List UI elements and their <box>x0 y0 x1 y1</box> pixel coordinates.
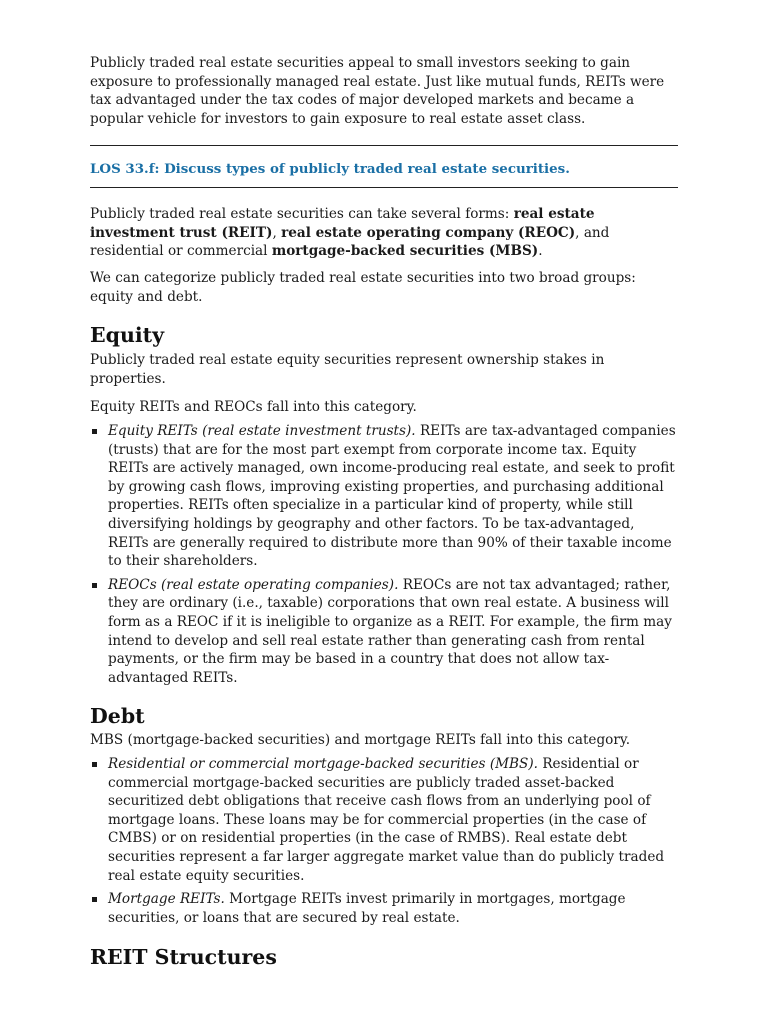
item-text: Mortgage REITs invest primarily in mortgages, mortgage securities, or loans that are secured by real estate. <box>108 891 626 926</box>
bullet-icon <box>92 583 97 588</box>
bullet-icon <box>92 897 97 902</box>
forms-sep-2: , and residential or commercial <box>90 224 610 260</box>
list-item <box>90 422 678 571</box>
debt-category: MBS (mortgage-backed securities) and mortgage REITs fall into this category. <box>90 732 631 748</box>
forms-term-reoc: real estate operating company (REOC) <box>281 224 576 241</box>
forms-term-mbs: mortgage-backed securities (MBS) <box>271 243 539 260</box>
debt-list <box>90 755 678 932</box>
los-top-rule <box>90 145 678 146</box>
bullet-icon <box>92 429 97 434</box>
equity-category: Equity REITs and REOCs fall into this category. <box>90 399 417 415</box>
bullet-icon <box>92 762 97 767</box>
forms-sep-1: , <box>272 224 282 241</box>
forms-paragraph <box>90 205 678 261</box>
item-text: REITs are tax-advantaged companies (trusts) that are for the most part exempt from corporate income tax. Equity REITs are actively managed, own income-producing real estate, and seek to profit by growing cash flows, improving existing properties, and purchasing additional properties. REITs often specialize in a particular kind of property, while still diversifying holdings by geography and other factors. To be tax-advantaged, REITs are generally required to distribute more than 90% of their taxable income to their shareholders. <box>108 423 676 570</box>
item-term: REOCs (real estate operating companies). <box>108 576 399 593</box>
los-bottom-rule <box>90 187 678 188</box>
list-item <box>90 755 678 885</box>
debt-heading: Debt <box>90 704 145 728</box>
forms-end: . <box>538 243 543 260</box>
los-heading: LOS 33.f: Discuss types of publicly traded real estate securities. <box>90 161 570 177</box>
equity-description: Publicly traded real estate equity securities represent ownership stakes in properties. <box>90 352 605 387</box>
equity-heading: Equity <box>90 323 165 347</box>
item-term: Equity REITs (real estate investment trusts). <box>108 423 416 439</box>
forms-text-1: Publicly traded real estate securities can take several forms: <box>90 206 514 222</box>
forms-term-reit: real estate investment trust (REIT) <box>90 206 595 241</box>
item-text: REOCs are not tax advantaged; rather, they are ordinary (i.e., taxable) corporations that own real estate. A business will form as a REOC if it is ineligible to organize as a REIT. For example, the firm may intend to develop and sell real estate rather than generating cash from rental payments, or the firm may be based in a country that does not allow tax-advantaged REITs. <box>108 576 672 686</box>
intro-paragraph: Publicly traded real estate securities appeal to small investors seeking to gain exposure to professionally managed real estate. Just like mutual funds, REITs were tax advantaged under the tax codes of major developed markets and became a popular vehicle for investors to gain exposure to real estate asset class. <box>90 55 665 127</box>
item-term: Mortgage REITs. <box>108 891 225 908</box>
reit-structures-heading: REIT Structures <box>90 945 277 969</box>
item-text: Residential or commercial mortgage-backed securities are publicly traded asset-backed securitized debt obligations that receive cash flows from an underlying pool of mortgage loans. These loans may be for commercial properties (in the case of CMBS) or on residential properties (in the case of RMBS). Real estate debt securities represent a far larger aggregate market value than do publicly traded real estate equity securities. <box>108 756 665 884</box>
equity-list <box>90 422 678 692</box>
item-term: Residential or commercial mortgage-backed securities (MBS). <box>108 756 538 772</box>
list-item <box>90 576 678 688</box>
groups-paragraph: We can categorize publicly traded real estate securities into two broad groups: equity and debt. <box>90 270 636 305</box>
list-item <box>90 890 678 927</box>
